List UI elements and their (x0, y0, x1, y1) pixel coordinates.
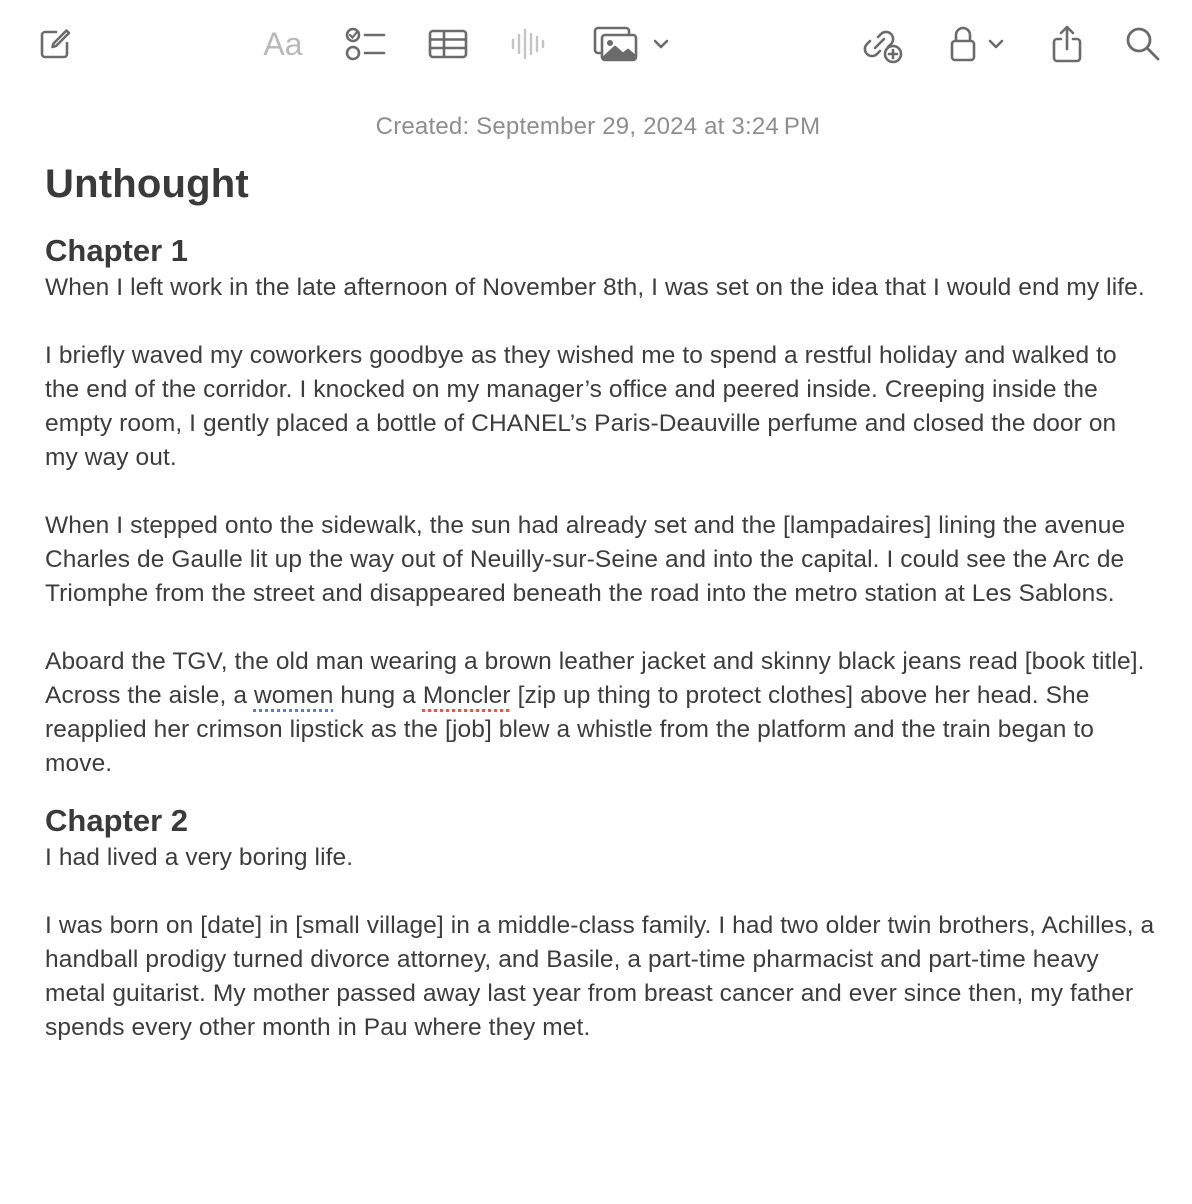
paragraph: When I stepped onto the sidewalk, the sun had already set and the [lampadaires] lining the avenue Charles de Gaulle lit up the way out of Neuilly-sur-Seine and into the capital. I could see the Arc de Triomphe from the street and disappeared beneath the road into the metro station at Les Sablons. (45, 512, 1126, 607)
grammar-flagged-word[interactable]: women (253, 682, 334, 709)
paragraph (45, 645, 1155, 781)
chevron-down-icon (987, 37, 1005, 51)
table-icon (428, 28, 468, 60)
text-run: Aboard the TGV, the old man wearing a brown leather jacket and skinny black jeans read [book title]. Across the aisle, a (45, 648, 1145, 709)
share-button[interactable] (1048, 22, 1086, 66)
compose-icon (37, 26, 73, 62)
paragraph: When I left work in the late afternoon of November 8th, I was set on the idea that I would end my life. (45, 274, 1145, 301)
format-button[interactable] (258, 22, 308, 66)
audio-button[interactable] (510, 22, 546, 66)
lock-button[interactable] (946, 22, 1008, 66)
toolbar (0, 0, 1192, 90)
note-title: Unthought (45, 162, 249, 206)
search-button[interactable] (1122, 22, 1164, 66)
media-button[interactable] (592, 22, 672, 66)
checklist-button[interactable] (343, 22, 387, 66)
spelling-flagged-word[interactable]: Moncler (422, 682, 511, 709)
chapter-2-heading: Chapter 2 (45, 803, 188, 838)
new-note-button[interactable] (34, 22, 76, 66)
note-body[interactable] (45, 157, 1155, 1045)
search-icon (1124, 25, 1162, 63)
checklist-icon (344, 26, 386, 62)
text-run: [zip up thing to protect clothes] above her head. She reapplied her crimson lipstick as the [job] blew a whistle from the platform and the train began to move. (45, 682, 1094, 777)
table-button[interactable] (427, 22, 469, 66)
format-label: Aa (263, 25, 303, 62)
photo-icon (593, 25, 639, 63)
chevron-down-icon (651, 37, 671, 51)
paragraph: I was born on [date] in [small village] in a middle-class family. I had two older twin brothers, Achilles, a handball prodigy turned divorce attorney, and Basile, a part-time pharmacist and part-time heavy metal guitarist. My mother passed away last year from breast cancer and ever since then, my father spends every other month in Pau where they met. (45, 912, 1155, 1041)
share-icon (1050, 24, 1084, 64)
lock-icon (949, 25, 977, 63)
created-timestamp: Created: September 29, 2024 at 3:24 PM (375, 113, 821, 140)
collaborate-icon (861, 24, 903, 64)
collaborate-button[interactable] (860, 22, 904, 66)
waveform-icon (510, 26, 546, 62)
chapter-1-heading: Chapter 1 (45, 233, 188, 268)
text-run: hung a (333, 682, 423, 709)
paragraph: I had lived a very boring life. (45, 844, 354, 871)
paragraph: I briefly waved my coworkers goodbye as they wished me to spend a restful holiday and walked to the end of the corridor. I knocked on my manager’s office and peered inside. Creeping inside the empty room, I gently placed a bottle of CHANEL’s Paris-Deauville perfume and closed the door on my way out. (45, 342, 1117, 471)
